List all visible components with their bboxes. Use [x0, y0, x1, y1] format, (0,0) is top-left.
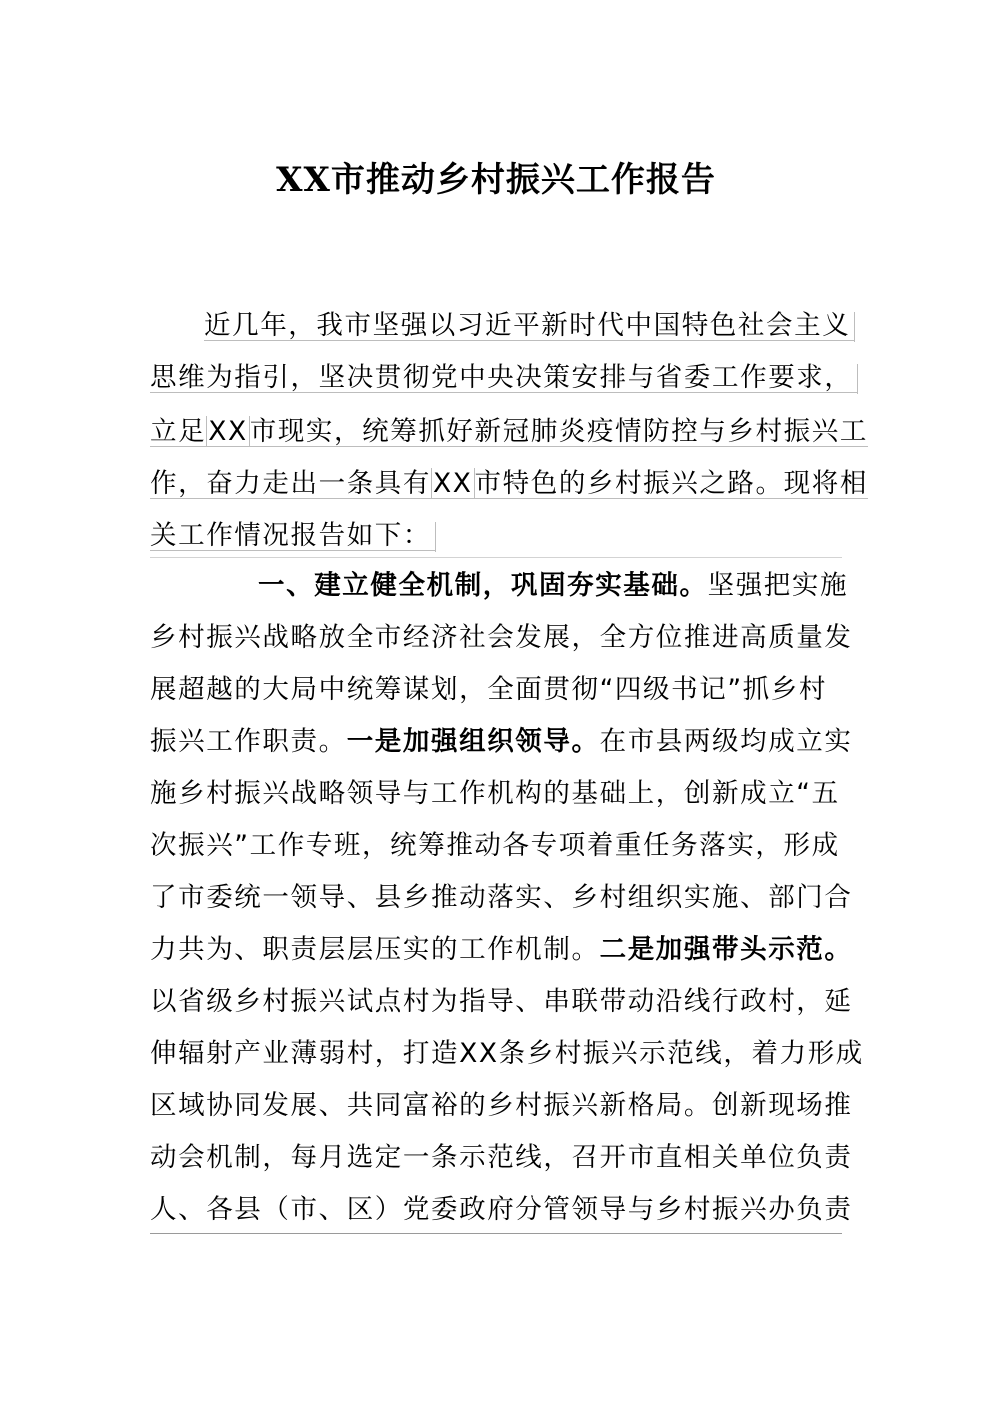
section1-line-3: 展超越的大局中统筹谋划，全面贯彻“四级书记”抓乡村	[150, 674, 827, 705]
sub2-heading: 二是加强带头示范。	[599, 934, 853, 965]
section1-line-2: 乡村振兴战略放全市经济社会发展，全方位推进高质量发	[150, 622, 853, 653]
section1-line-13: 人、各县（市、区）党委政府分管领导与乡村振兴办负责	[150, 1194, 853, 1225]
intro-line-1	[204, 302, 851, 350]
section1-line-7: 了市委统一领导、县乡推动落实、乡村组织实施、部门合	[150, 882, 853, 913]
intro-line-3-a: 立足	[150, 416, 207, 447]
section1-line-9: 以省级乡村振兴试点村为指导、串联带动沿线行政村，延	[150, 986, 853, 1017]
intro-line-2-text: 思维为指引，坚决贯彻党中央决策安排与省委工作要求，	[150, 362, 858, 393]
section1-line-10: 伸辐射产业薄弱村，打造XX条乡村振兴示范线，着力形成	[150, 1038, 864, 1069]
section1-line-4-pre: 振兴工作职责。	[150, 726, 347, 757]
intro-line-4-a: 作，奋力走出一条具有	[150, 468, 431, 499]
intro-line-5-text: 关工作情况报告如下：	[150, 520, 436, 551]
section1-line-8-pre: 力共为、职责层层压实的工作机制。	[150, 934, 600, 965]
section1-line-12: 动会机制，每月选定一条示范线，召开市直相关单位负责	[150, 1142, 853, 1173]
intro-line-3	[150, 408, 868, 456]
section1-line-5: 施乡村振兴战略领导与工作机构的基础上，创新成立“五	[150, 778, 840, 809]
sub1-heading: 一是加强组织领导。	[346, 726, 600, 757]
section1-line-1-rest: 坚强把实施	[707, 570, 849, 601]
intro-line-1-text: 近几年，我市坚强以习近平新时代中国特色社会主义	[204, 310, 855, 341]
intro-line-5	[150, 512, 830, 560]
section1-line-4-post: 在市县两级均成立实	[599, 726, 853, 757]
intro-line-3-b: 市现实，统筹抓好新冠肺炎疫情防控与乡村振兴工	[249, 416, 868, 447]
intro-line-4	[150, 460, 868, 508]
section1-line-8	[150, 926, 853, 974]
section1-line-4	[150, 718, 853, 766]
document-title: XX市推动乡村振兴工作报告	[276, 160, 716, 200]
page-bottom-rule	[150, 1233, 842, 1234]
section1-line-1	[258, 562, 849, 610]
section1-heading: 一、建立健全机制，巩固夯实基础。	[258, 570, 708, 601]
section1-line-6: 次振兴”工作专班，统筹推动各专项着重任务落实，形成	[150, 830, 840, 861]
intro-line-3-xx: XX	[208, 416, 248, 447]
intro-line-4-xx: XX	[433, 468, 473, 499]
intro-line-4-b: 市特色的乡村振兴之路。现将相	[474, 468, 868, 499]
section1-line-11: 区域协同发展、共同富裕的乡村振兴新格局。创新现场推	[150, 1090, 853, 1121]
intro-line-2	[150, 354, 853, 402]
paragraph-divider	[150, 557, 842, 558]
